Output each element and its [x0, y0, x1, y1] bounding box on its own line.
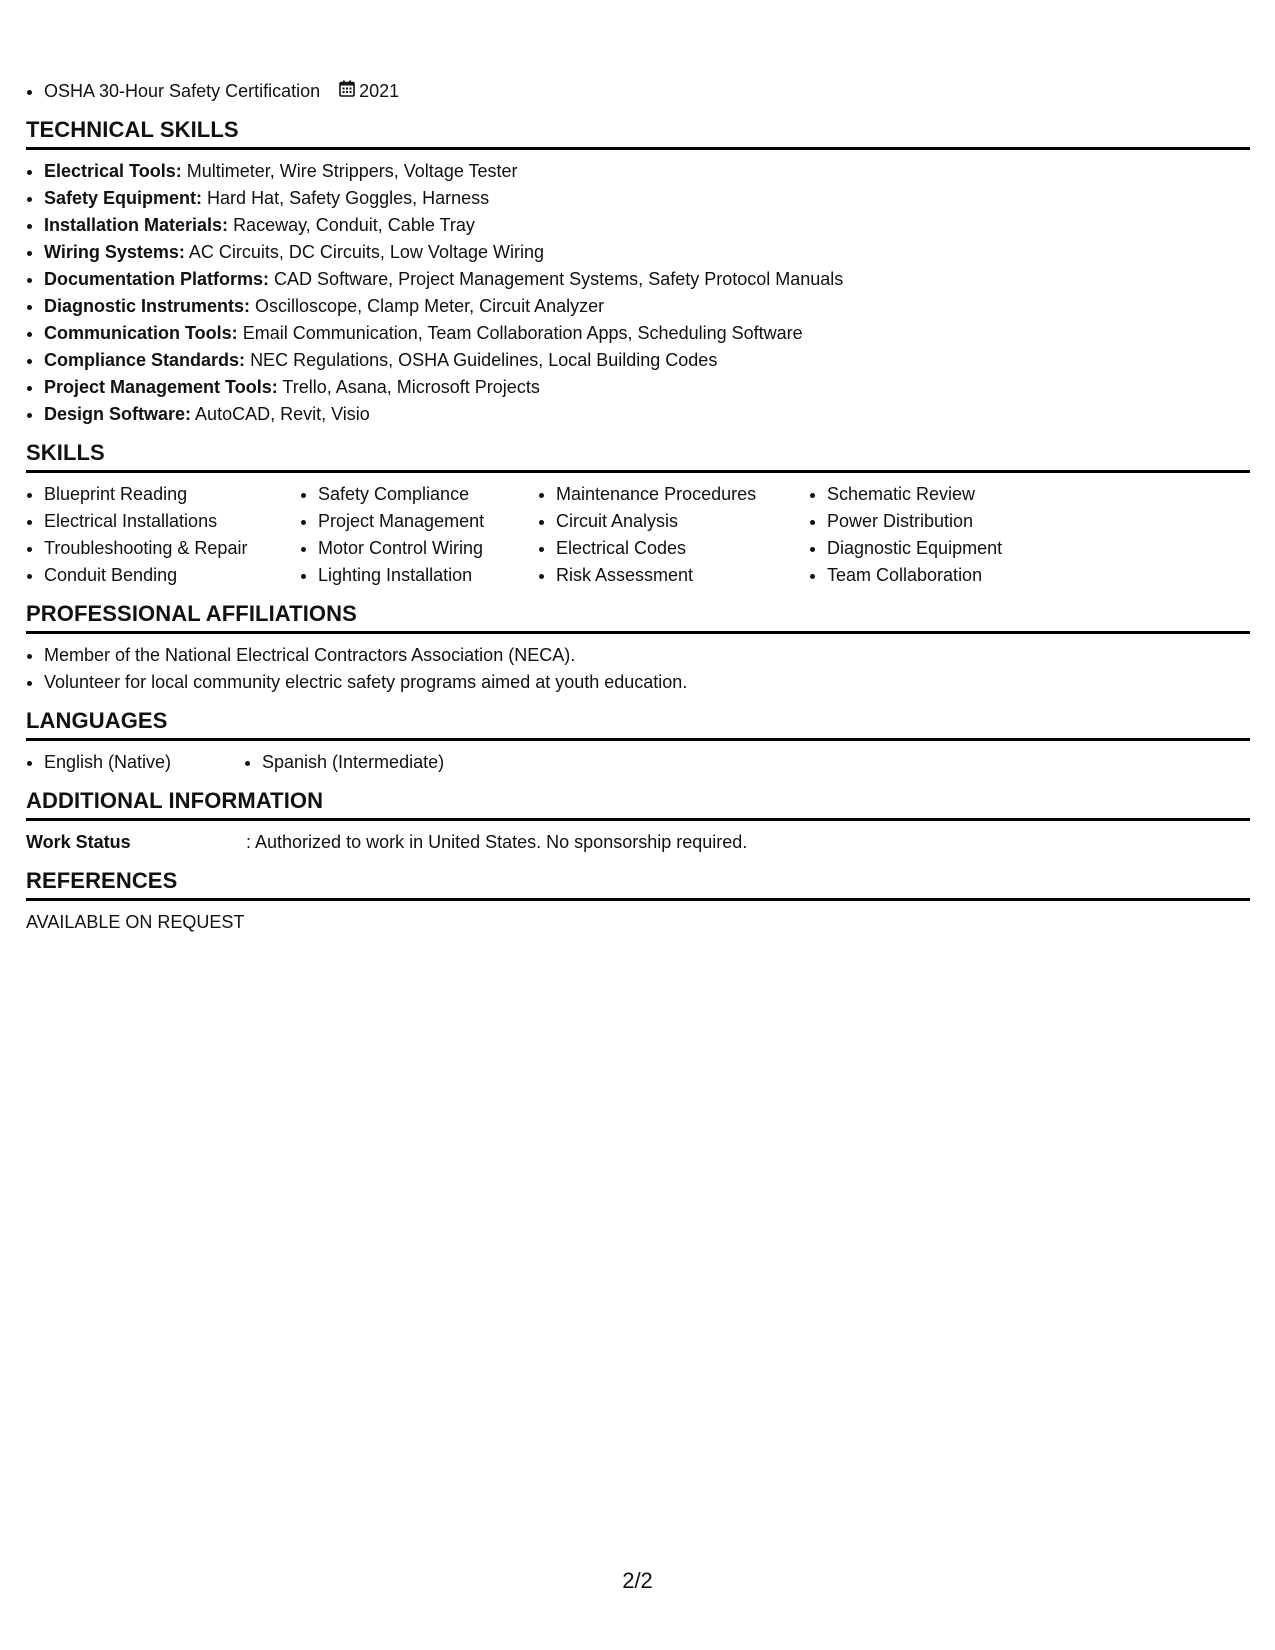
skill-item: • Electrical Codes	[556, 535, 809, 562]
skill-item: • Electrical Installations	[44, 508, 300, 535]
technical-skill-item	[44, 374, 1250, 401]
skill-item: • Safety Compliance	[318, 481, 538, 508]
skill-item: • Motor Control Wiring	[318, 535, 538, 562]
technical-skills-section	[26, 105, 1250, 428]
additional-info-section	[26, 776, 1250, 856]
certification-list	[26, 78, 1250, 105]
work-status-label: Work Status	[26, 832, 131, 852]
skills-grid	[26, 481, 1250, 589]
certification-name: OSHA 30-Hour Safety Certification	[44, 81, 321, 101]
skill-item: • Maintenance Procedures	[556, 481, 809, 508]
technical-skill-label: Wiring Systems:	[44, 242, 185, 262]
technical-skill-label: Design Software:	[44, 404, 192, 424]
certification-year: 2021	[359, 81, 400, 101]
affiliation-item: • Volunteer for local community electric safety programs aimed at youth education.	[44, 669, 1250, 696]
calendar-icon	[339, 78, 355, 105]
skill-item: • Circuit Analysis	[556, 508, 809, 535]
skill-item: • Conduit Bending	[44, 562, 300, 589]
references-section	[26, 856, 1250, 936]
technical-skill-label: Documentation Platforms:	[44, 269, 270, 289]
technical-skill-label: Installation Materials:	[44, 215, 229, 235]
skill-item: • Schematic Review	[827, 481, 1087, 508]
resume-page	[26, 78, 1250, 936]
languages-heading: LANGUAGES	[26, 696, 1250, 741]
skill-item: • Lighting Installation	[318, 562, 538, 589]
technical-skill-value: AutoCAD, Revit, Visio	[195, 404, 370, 424]
technical-skill-label: Communication Tools:	[44, 323, 238, 343]
languages-list	[26, 749, 1250, 776]
technical-skill-item	[44, 293, 1250, 320]
technical-skill-item	[44, 185, 1250, 212]
skill-item: • Troubleshooting & Repair	[44, 535, 300, 562]
technical-skill-label: Diagnostic Instruments:	[44, 296, 251, 316]
work-status-row	[26, 829, 1250, 856]
affiliation-item: • Member of the National Electrical Contractors Association (NECA).	[44, 642, 1250, 669]
skill-item: • Risk Assessment	[556, 562, 809, 589]
page-number: 2/2	[622, 1568, 653, 1593]
skills-column	[26, 481, 300, 589]
skill-item: • Diagnostic Equipment	[827, 535, 1087, 562]
technical-skill-label: Compliance Standards:	[44, 350, 246, 370]
technical-skill-item	[44, 347, 1250, 374]
technical-skill-item	[44, 401, 1250, 428]
affiliations-list	[26, 642, 1250, 696]
certification-item	[44, 78, 1250, 105]
technical-skill-item	[44, 239, 1250, 266]
technical-skills-list	[26, 158, 1250, 428]
technical-skill-value: CAD Software, Project Management Systems, Safety Protocol Manuals	[274, 269, 844, 289]
technical-skill-value: NEC Regulations, OSHA Guidelines, Local Building Codes	[250, 350, 718, 370]
references-text: AVAILABLE ON REQUEST	[26, 912, 245, 932]
technical-skill-item	[44, 158, 1250, 185]
technical-skill-value: Trello, Asana, Microsoft Projects	[282, 377, 540, 397]
technical-skill-value: Raceway, Conduit, Cable Tray	[233, 215, 475, 235]
skill-item: • Project Management	[318, 508, 538, 535]
technical-skill-value: Multimeter, Wire Strippers, Voltage Tester	[186, 161, 518, 181]
affiliations-heading: PROFESSIONAL AFFILIATIONS	[26, 589, 1250, 634]
languages-section	[26, 696, 1250, 776]
language-item: • Spanish (Intermediate)	[262, 749, 562, 776]
additional-info-heading: ADDITIONAL INFORMATION	[26, 776, 1250, 821]
skills-section	[26, 428, 1250, 589]
skills-column	[538, 481, 809, 589]
technical-skill-item	[44, 266, 1250, 293]
technical-skills-heading: TECHNICAL SKILLS	[26, 105, 1250, 150]
technical-skill-value: Hard Hat, Safety Goggles, Harness	[207, 188, 490, 208]
technical-skill-label: Project Management Tools:	[44, 377, 278, 397]
language-column	[244, 749, 562, 776]
technical-skill-label: Electrical Tools:	[44, 161, 182, 181]
skills-column	[809, 481, 1087, 589]
skill-item: • Team Collaboration	[827, 562, 1087, 589]
language-column	[26, 749, 244, 776]
technical-skill-value: Oscilloscope, Clamp Meter, Circuit Analyzer	[255, 296, 605, 316]
technical-skill-label: Safety Equipment:	[44, 188, 203, 208]
technical-skill-item	[44, 320, 1250, 347]
skills-heading: SKILLS	[26, 428, 1250, 473]
technical-skill-value: Email Communication, Team Collaboration Apps, Scheduling Software	[242, 323, 803, 343]
references-heading: REFERENCES	[26, 856, 1250, 901]
work-status-value: : Authorized to work in United States. No sponsorship required.	[246, 832, 748, 852]
language-item: • English (Native)	[44, 749, 244, 776]
skills-column	[300, 481, 538, 589]
technical-skill-item	[44, 212, 1250, 239]
affiliations-section	[26, 589, 1250, 696]
skill-item: • Blueprint Reading	[44, 481, 300, 508]
skill-item: • Power Distribution	[827, 508, 1087, 535]
technical-skill-value: AC Circuits, DC Circuits, Low Voltage Wiring	[188, 242, 544, 262]
certification-date	[339, 78, 399, 105]
